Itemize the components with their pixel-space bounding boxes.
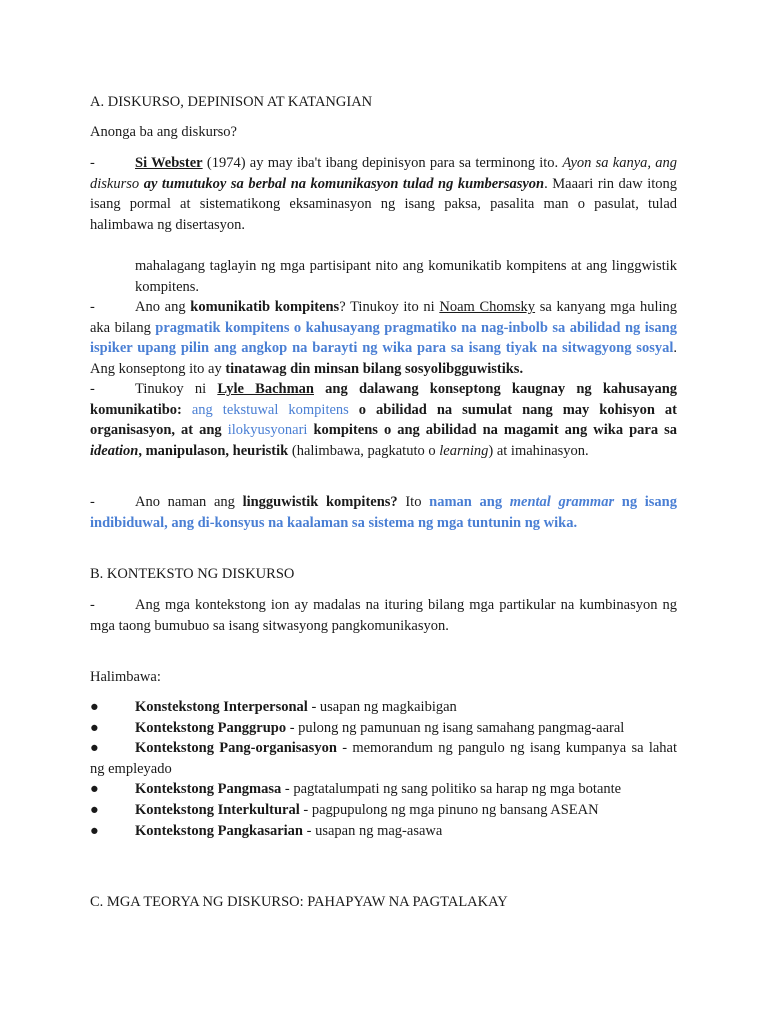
bold-run: o abilidad na sumulat nang may kohisyon at organisasyon, at ang	[90, 401, 677, 439]
text-run: ) at imahinasyon.	[488, 442, 589, 459]
text-run: (halimbawa, pagkatuto o	[288, 442, 440, 459]
list-item-term: Kontekstong Pangmasa	[135, 781, 282, 798]
bold-italic-run: ay tumutukoy sa berbal na komunikasyon tulad ng kumbersasyon	[143, 175, 545, 192]
bullet-icon: ●	[90, 740, 99, 757]
examples-list	[90, 697, 677, 841]
list-item	[90, 821, 677, 842]
text-run: . Maaari rin daw itong isang pormal at sistematikong eksaminasyon ng isang paksa, pasalita man o pasulat, tulad halimbawa ng disertasyon.	[90, 175, 677, 233]
dash-marker: -	[90, 494, 95, 510]
highlight-run: pragmatik kompitens o kahusayang pragmatiko na nag-inbolb sa abilidad ng isang ispiker upang pilin ang angkop na barayti ng wika para sa isang tiyak na sitwagyong sosyal	[90, 319, 677, 357]
chomsky-name: Noam Chomsky	[439, 299, 536, 315]
list-item-desc: - pagpupulong ng mga pinuno ng bansang ASEAN	[299, 801, 599, 818]
highlight-run: ilokyusyonari	[227, 422, 308, 439]
list-item-term: Kontekstong Pangkasarian	[135, 822, 303, 839]
text-run: Tinukoy ni	[135, 381, 218, 397]
list-item	[90, 779, 677, 800]
paragraph-partisipant: mahalagang taglayin ng mga partisipant nito ang komunikatib kompitens at ang linggwistik kompitens.	[135, 258, 677, 295]
list-item-term: Konstekstong Interpersonal	[135, 699, 308, 715]
bold-run: tinatawag din minsan bilang sosyolibgguwistiks.	[225, 360, 524, 377]
list-item-desc: - memorandum ng pangulo ng isang kumpanya sa lahat ng empleyado	[90, 740, 678, 777]
bachman-name: Lyle Bachman	[217, 381, 314, 397]
list-item-term: Kontekstong Interkultural	[135, 801, 300, 818]
paragraph-bachman	[90, 379, 677, 461]
list-item-term: Kontekstong Pang-organisasyon	[135, 740, 337, 757]
text-run: ? Tinukoy ito ni	[339, 299, 440, 315]
text-run: . Ang konseptong ito ay	[90, 340, 677, 377]
bold-italic-run: ideation	[90, 442, 139, 459]
list-item-desc: - pagtatalumpati ng sang politiko sa harap ng mga botante	[281, 781, 622, 798]
dash-marker: -	[90, 597, 95, 613]
highlight-run: ang tekstuwal kompitens	[191, 401, 349, 418]
section-b-heading: B. KONTEKSTO NG DISKURSO	[90, 566, 295, 582]
list-item-desc: - pulong ng pamunuan ng isang samahang pangmag-aaral	[286, 719, 625, 736]
text-run: Ito	[397, 494, 430, 510]
list-item	[90, 697, 677, 718]
text-run: Ang mga kontekstong ion ay madalas na ituring bilang mga partikular na kumbinasyon ng mga taong bumubuo sa isang sitwasyong pangkomunikasyon.	[90, 597, 677, 634]
dash-marker: -	[90, 155, 95, 171]
highlight-run: naman ang	[429, 494, 510, 510]
bullet-icon: ●	[90, 719, 99, 736]
bold-run: kompitens o ang abilidad na magamit ang wika para sa	[307, 422, 677, 439]
bullet-icon: ●	[90, 699, 99, 715]
paragraph-lingguwistik	[90, 492, 677, 533]
paragraph-konteksto	[90, 595, 677, 636]
section-a-heading: A. DISKURSO, DEPINISON AT KATANGIAN	[90, 94, 373, 110]
list-item	[90, 738, 677, 779]
text-run: (1974) ay may iba't ibang depinisyon para sa terminong ito.	[202, 155, 563, 171]
bullet-icon: ●	[90, 801, 99, 818]
paragraph-webster	[90, 153, 677, 235]
italic-run: Ayon sa kanya, ang diskurso	[90, 155, 678, 192]
text-run: Ano ang	[135, 299, 191, 315]
highlight-italic-run: mental grammar	[509, 494, 615, 510]
bold-run: , manipulason, heuristik	[138, 442, 289, 459]
examples-label: Halimbawa:	[90, 669, 161, 685]
bullet-icon: ●	[90, 822, 99, 839]
text-run: sa kanyang mga huling aka bilang	[90, 299, 678, 336]
italic-run: learning	[439, 442, 489, 459]
list-item	[90, 800, 677, 821]
section-c-heading: C. MGA TEORYA NG DISKURSO: PAHAPYAW NA PAGTALAKAY	[90, 894, 508, 910]
text-run: Ano naman ang	[135, 494, 243, 510]
paragraph-komunikatib	[90, 297, 677, 379]
bullet-icon: ●	[90, 781, 99, 798]
list-item	[90, 718, 677, 739]
list-item-desc: - usapan ng mag-asawa	[303, 822, 443, 839]
bold-run: ang dalawang konseptong kaugnay ng kahusayang komunikatibo:	[90, 381, 678, 418]
webster-name: Si Webster	[135, 155, 203, 171]
list-item-term: Kontekstong Panggrupo	[135, 719, 287, 736]
dash-marker: -	[90, 299, 95, 315]
bold-run: lingguwistik kompitens?	[242, 494, 398, 510]
bold-run: komunikatib kompitens	[190, 299, 340, 315]
section-a-question: Anonga ba ang diskurso?	[90, 124, 237, 140]
dash-marker: -	[90, 381, 95, 397]
highlight-run: ng isang indibiduwal, ang di-konsyus na kaalaman sa sistema ng mga tuntunin ng wika.	[90, 494, 677, 531]
list-item-desc: - usapan ng magkaibigan	[307, 699, 457, 715]
